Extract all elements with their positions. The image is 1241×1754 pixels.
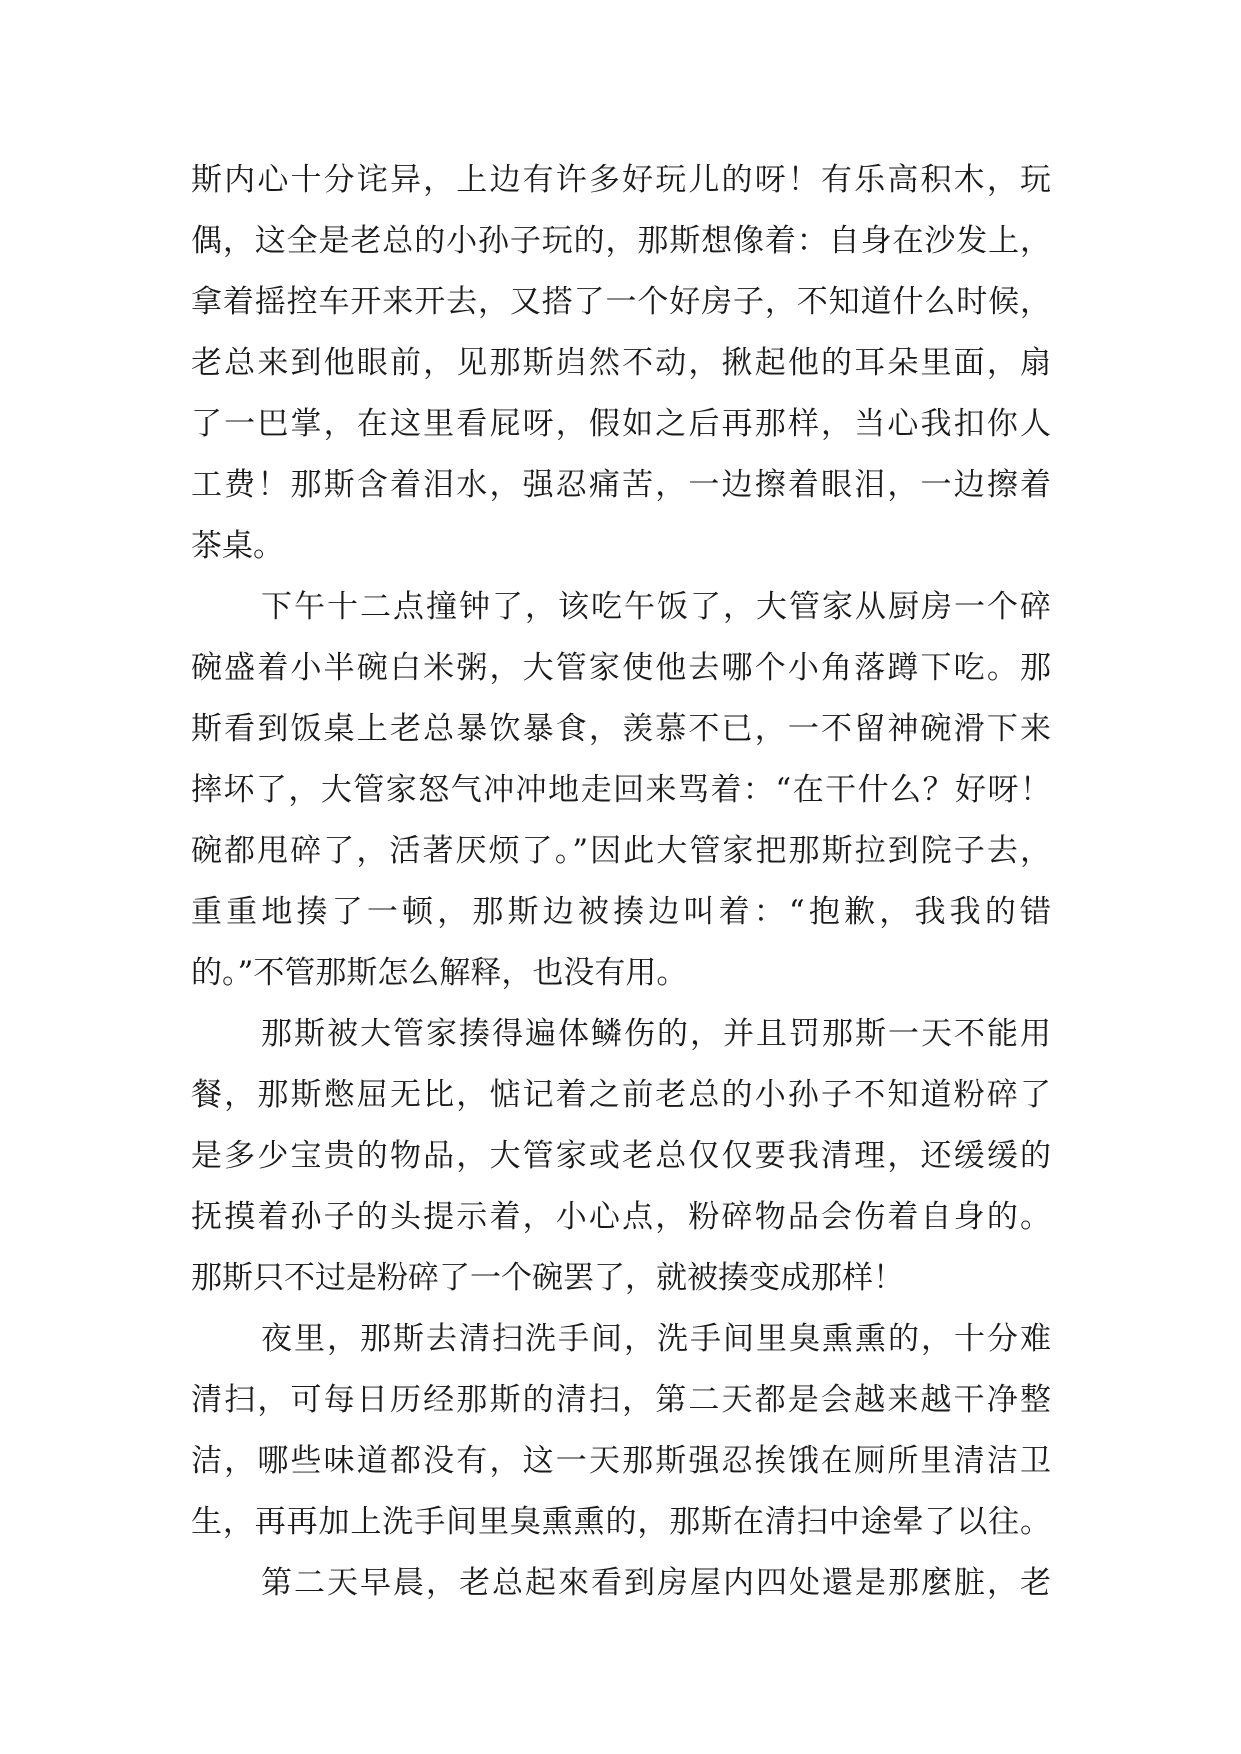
text-line: 餐，那斯憋屈无比，惦记着之前老总的小孙子不知道粉碎了 [191,1077,1051,1113]
text-line: 了一巴掌，在这里看屁呀，假如之后再那样，当心我扣你人 [191,406,1051,442]
text-line: 斯内心十分诧异，上边有许多好玩儿的呀！有乐高积木，玩 [191,162,1051,198]
text-line: 的。”不管那斯怎么解释，也没有用。 [191,955,688,991]
text-line: 茶桌。 [191,528,284,564]
text-line: 重重地揍了一顿，那斯边被揍边叫着：“抱歉，我我的错 [191,894,1051,930]
text-line: 老总来到他眼前，见那斯岿然不动，揪起他的耳朵里面，扇 [191,345,1051,381]
text-line: 第二天早晨，老总起來看到房屋内四处還是那麼脏，老 [261,1565,1051,1601]
text-line: 碗都甩碎了，活著厌烦了。”因此大管家把那斯拉到院子去， [191,833,1051,869]
text-line: 生，再再加上洗手间里臭熏熏的，那斯在清扫中途晕了以往。 [191,1504,1051,1540]
text-line: 碗盛着小半碗白米粥，大管家使他去哪个小角落蹲下吃。那 [191,650,1051,686]
text-line: 是多少宝贵的物品，大管家或老总仅仅要我清理，还缓缓的 [191,1138,1051,1174]
text-line: 那斯只不过是粉碎了一个碗罢了，就被揍变成那样！ [191,1260,904,1296]
text-line: 偶，这全是老总的小孙子玩的，那斯想像着：自身在沙发上， [191,223,1051,259]
text-line: 斯看到饭桌上老总暴饮暴食，羡慕不已，一不留神碗滑下来 [191,711,1051,747]
text-line: 抚摸着孙子的头提示着，小心点，粉碎物品会伤着自身的。 [191,1199,1051,1235]
body-text [191,150,1051,1614]
text-line: 下午十二点撞钟了，该吃午饭了，大管家从厨房一个碎 [261,589,1051,625]
text-line: 夜里，那斯去清扫洗手间，洗手间里臭熏熏的，十分难 [261,1321,1051,1357]
text-line: 摔坏了，大管家怒气冲冲地走回来骂着：“在干什么？好呀！ [191,772,1051,808]
text-line: 工费！那斯含着泪水，强忍痛苦，一边擦着眼泪，一边擦着 [191,467,1051,503]
text-line: 拿着摇控车开来开去，又搭了一个好房子，不知道什么时候， [191,284,1051,320]
text-line: 清扫，可每日历经那斯的清扫，第二天都是会越来越干净整 [191,1382,1051,1418]
text-line: 洁，哪些味道都没有，这一天那斯强忍挨饿在厕所里清洁卫 [191,1443,1051,1479]
text-line: 那斯被大管家揍得遍体鳞伤的，并且罚那斯一天不能用 [261,1016,1051,1052]
